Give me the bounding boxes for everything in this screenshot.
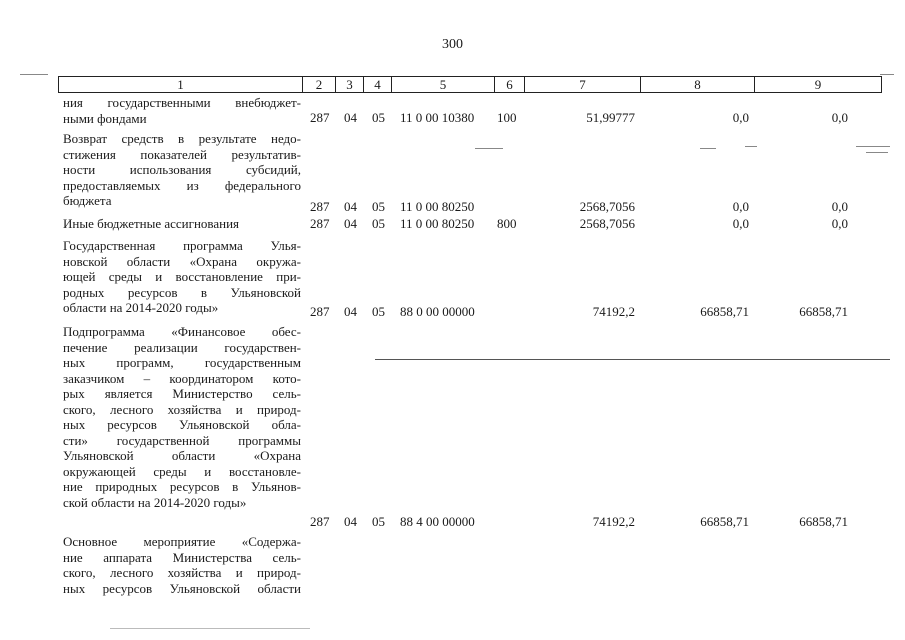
desc-line: сти» государственной программы: [63, 432, 301, 448]
cell-c8: 66858,71: [700, 304, 749, 319]
header-cell-7: 7: [524, 76, 640, 93]
cell-c7: 2568,7056: [579, 216, 635, 231]
cell-c5: 11 0 00 80250: [400, 216, 475, 231]
cell-c4: 05: [372, 304, 385, 319]
desc-line: ных ресурсов Ульяновской области: [63, 580, 301, 596]
desc-line: рых является Министерство сель-: [63, 386, 301, 401]
cell-c4: 05: [372, 514, 385, 529]
cell-c6: 800: [497, 216, 517, 231]
scan-mark: [475, 148, 503, 149]
cell-c2: 287: [310, 199, 330, 214]
page-number: 300: [442, 37, 463, 52]
scan-mark: [110, 628, 310, 629]
table-header-row: [0, 76, 905, 93]
header-cell-9: 9: [754, 76, 882, 93]
cell-c8: 0,0: [732, 216, 749, 231]
desc-line: ности использования субсидий,: [63, 162, 301, 177]
cell-c8: 0,0: [732, 110, 749, 125]
cell-c4: 05: [372, 199, 385, 214]
header-cell-1: 1: [58, 76, 302, 93]
cell-c2: 287: [310, 304, 330, 319]
desc-line: Ульяновской области «Охрана: [63, 448, 301, 463]
cell-c9: 0,0: [831, 110, 848, 125]
row-description: [63, 534, 301, 596]
cell-c7: 51,99777: [586, 110, 635, 125]
scan-mark: [866, 152, 888, 153]
scan-mark: [745, 146, 757, 147]
desc-line: ского, лесного хозяйства и природ-: [63, 565, 301, 580]
cell-c9: 0,0: [831, 199, 848, 214]
cell-c5: 11 0 00 10380: [400, 110, 475, 125]
scan-mark: [856, 146, 890, 147]
desc-line: ными фондами: [63, 110, 147, 126]
row-description: [63, 238, 301, 316]
cell-c3: 04: [344, 514, 357, 529]
cell-c9: 66858,71: [799, 304, 848, 319]
header-cell-5: 5: [391, 76, 494, 93]
desc-line: родных ресурсов в Ульяновской: [63, 284, 301, 300]
desc-line: новской области «Охрана окружа-: [63, 253, 301, 269]
desc-line: Основное мероприятие «Содержа-: [63, 534, 301, 549]
row-description: [63, 216, 301, 232]
desc-line: Государственная программа Улья-: [63, 238, 301, 253]
cell-c4: 05: [372, 110, 385, 125]
scan-line: [375, 359, 890, 360]
cell-c3: 04: [344, 304, 357, 319]
cell-c2: 287: [310, 110, 330, 125]
cell-c5: 88 0 00 00000: [400, 304, 475, 319]
cell-c9: 66858,71: [799, 514, 848, 529]
cell-c7: 74192,2: [592, 304, 635, 319]
scan-mark: [880, 74, 894, 75]
cell-c4: 05: [372, 216, 385, 231]
desc-line: ных ресурсов Ульяновской обла-: [63, 417, 301, 432]
desc-line: заказчиком – координатором кото-: [63, 370, 301, 386]
desc-line: области на 2014-2020 годы»: [63, 300, 219, 315]
desc-line: печение реализации государствен-: [63, 339, 301, 355]
cell-c3: 04: [344, 216, 357, 231]
desc-line: ского, лесного хозяйства и природ-: [63, 401, 301, 417]
desc-line: ющей среды и восстановление при-: [63, 269, 301, 284]
desc-line: Иные бюджетные ассигнования: [63, 216, 240, 231]
scan-mark: [700, 148, 716, 149]
cell-c3: 04: [344, 199, 357, 214]
row-description: [63, 131, 301, 209]
cell-c5: 88 4 00 00000: [400, 514, 475, 529]
header-cell-3: 3: [335, 76, 363, 93]
desc-line: ние природных ресурсов в Ульянов-: [63, 479, 301, 494]
desc-line: ние аппарата Министерства сель-: [63, 549, 301, 565]
desc-line: ской области на 2014-2020 годы»: [63, 494, 247, 510]
header-cell-6: 6: [494, 76, 524, 93]
header-cell-4: 4: [363, 76, 391, 93]
cell-c3: 04: [344, 110, 357, 125]
header-cell-8: 8: [640, 76, 754, 93]
desc-line: стижения показателей результатив-: [63, 146, 301, 162]
cell-c5: 11 0 00 80250: [400, 199, 475, 214]
header-cell-2: 2: [302, 76, 335, 93]
cell-c9: 0,0: [831, 216, 848, 231]
desc-line: Возврат средств в результате недо-: [63, 131, 301, 146]
cell-c6: 100: [497, 110, 517, 125]
cell-c2: 287: [310, 514, 330, 529]
desc-line: Подпрограмма «Финансовое обес-: [63, 324, 301, 339]
row-description: [63, 324, 301, 510]
desc-line: ния государственными внебюджет-: [63, 95, 301, 110]
desc-line: бюджета: [63, 193, 112, 208]
cell-c8: 0,0: [732, 199, 749, 214]
cell-c8: 66858,71: [700, 514, 749, 529]
row-description: [63, 95, 301, 126]
desc-line: предоставляемых из федерального: [63, 177, 301, 193]
cell-c7: 2568,7056: [579, 199, 635, 214]
desc-line: окружающей среды и восстановле-: [63, 463, 301, 479]
desc-line: ных программ, государственным: [63, 355, 301, 370]
cell-c2: 287: [310, 216, 330, 231]
cell-c7: 74192,2: [592, 514, 635, 529]
scan-mark: [20, 74, 48, 75]
